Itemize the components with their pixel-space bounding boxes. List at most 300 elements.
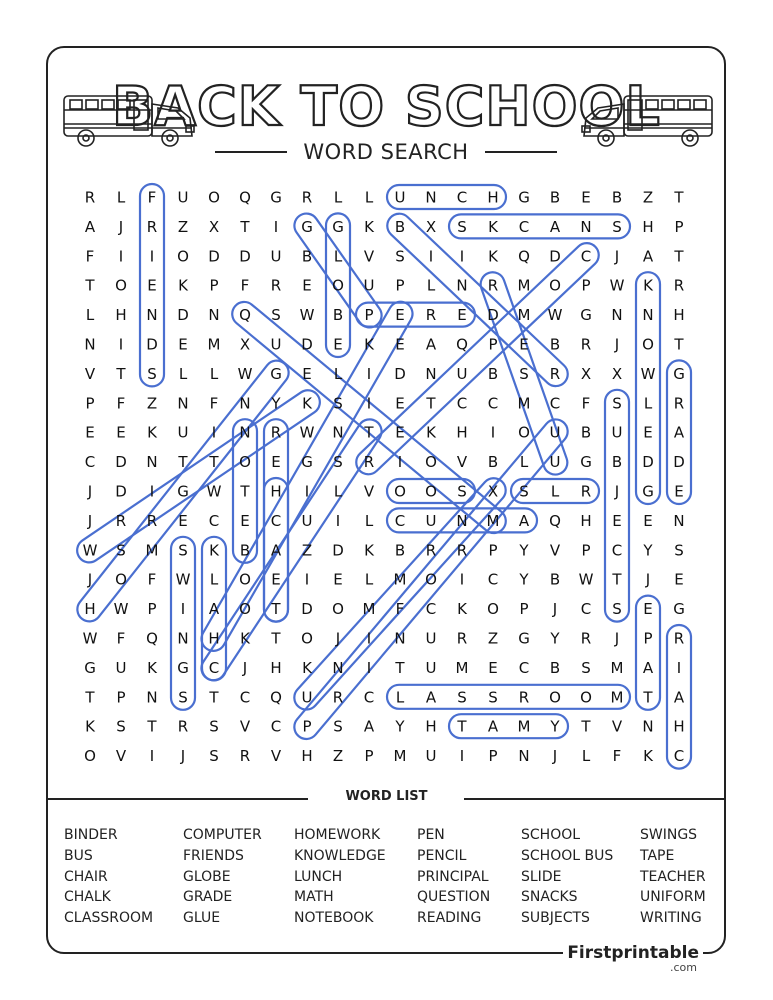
grid-letter[interactable]: E	[178, 511, 188, 530]
grid-letter[interactable]: D	[208, 247, 220, 266]
grid-letter[interactable]: U	[394, 188, 406, 207]
grid-letter[interactable]: E	[643, 423, 653, 442]
grid-letter[interactable]: L	[85, 306, 95, 325]
grid-letter[interactable]: K	[364, 541, 374, 560]
grid-letter[interactable]: R	[425, 306, 437, 325]
grid-letter[interactable]: K	[85, 717, 95, 736]
grid-letter[interactable]: W	[82, 629, 98, 648]
grid-letter[interactable]: C	[611, 541, 623, 560]
grid-letter[interactable]: I	[366, 629, 372, 648]
grid-letter[interactable]: G	[177, 658, 189, 677]
grid-letter[interactable]: Z	[642, 188, 654, 207]
grid-letter[interactable]: I	[366, 364, 372, 383]
grid-letter[interactable]: C	[580, 600, 592, 619]
grid-letter[interactable]: U	[270, 335, 282, 354]
grid-letter[interactable]: T	[147, 717, 157, 736]
grid-letter[interactable]: P	[643, 629, 653, 648]
grid-letter[interactable]: A	[487, 717, 499, 736]
grid-letter[interactable]: B	[394, 217, 406, 236]
grid-letter[interactable]: Y	[643, 541, 653, 560]
grid-letter[interactable]: V	[363, 247, 375, 266]
grid-letter[interactable]: A	[518, 511, 530, 530]
grid-letter[interactable]: M	[610, 658, 624, 677]
grid-letter[interactable]: T	[364, 423, 374, 442]
grid-letter[interactable]: K	[643, 747, 653, 766]
grid-letter[interactable]: I	[428, 247, 434, 266]
grid-letter[interactable]: E	[395, 306, 405, 325]
grid-letter[interactable]: G	[270, 188, 282, 207]
grid-letter[interactable]: P	[488, 335, 498, 354]
grid-letter[interactable]: P	[581, 276, 591, 295]
grid-letter[interactable]: F	[581, 394, 591, 413]
grid-letter[interactable]: I	[459, 747, 465, 766]
grid-letter[interactable]: A	[208, 600, 220, 619]
grid-letter[interactable]: K	[364, 335, 374, 354]
grid-letter[interactable]: A	[673, 688, 685, 707]
grid-letter[interactable]: B	[549, 570, 561, 589]
grid-letter[interactable]: B	[549, 658, 561, 677]
grid-letter[interactable]: O	[642, 335, 654, 354]
grid-letter[interactable]: E	[271, 453, 281, 472]
grid-letter[interactable]: W	[578, 570, 594, 589]
grid-letter[interactable]: R	[301, 188, 313, 207]
grid-letter[interactable]: E	[302, 364, 312, 383]
grid-letter[interactable]: R	[146, 217, 158, 236]
grid-letter[interactable]: V	[456, 453, 468, 472]
grid-letter[interactable]: L	[209, 364, 219, 383]
grid-letter[interactable]: P	[147, 600, 157, 619]
grid-letter[interactable]: P	[364, 747, 374, 766]
grid-letter[interactable]: R	[270, 423, 282, 442]
grid-letter[interactable]: R	[425, 541, 437, 560]
grid-letter[interactable]: C	[208, 511, 220, 530]
grid-letter[interactable]: K	[643, 276, 653, 295]
grid-letter[interactable]: C	[208, 658, 220, 677]
grid-letter[interactable]: C	[363, 688, 375, 707]
grid-letter[interactable]: W	[299, 423, 315, 442]
grid-letter[interactable]: C	[239, 688, 251, 707]
grid-letter[interactable]: O	[239, 453, 251, 472]
grid-letter[interactable]: J	[180, 747, 186, 766]
grid-letter[interactable]: B	[394, 541, 406, 560]
grid-letter[interactable]: G	[301, 217, 313, 236]
grid-letter[interactable]: U	[425, 747, 437, 766]
grid-letter[interactable]: G	[84, 658, 96, 677]
grid-letter[interactable]: A	[642, 247, 654, 266]
grid-letter[interactable]: Y	[519, 570, 529, 589]
grid-letter[interactable]: R	[332, 688, 344, 707]
grid-letter[interactable]: U	[611, 423, 623, 442]
grid-letter[interactable]: W	[206, 482, 222, 501]
grid-letter[interactable]: W	[640, 364, 656, 383]
grid-letter[interactable]: S	[519, 482, 529, 501]
grid-letter[interactable]: D	[301, 600, 313, 619]
grid-letter[interactable]: L	[333, 188, 343, 207]
grid-letter[interactable]: T	[209, 688, 219, 707]
grid-letter[interactable]: U	[177, 423, 189, 442]
grid-letter[interactable]: K	[147, 423, 157, 442]
grid-letter[interactable]: D	[239, 247, 251, 266]
grid-letter[interactable]: A	[425, 335, 437, 354]
grid-letter[interactable]: N	[642, 306, 654, 325]
grid-letter[interactable]: G	[642, 482, 654, 501]
grid-letter[interactable]: U	[425, 511, 437, 530]
grid-letter[interactable]: P	[488, 541, 498, 560]
grid-letter[interactable]: N	[673, 511, 685, 530]
grid-letter[interactable]: T	[674, 335, 684, 354]
grid-letter[interactable]: G	[177, 482, 189, 501]
grid-letter[interactable]: I	[211, 423, 217, 442]
grid-letter[interactable]: B	[239, 541, 251, 560]
grid-letter[interactable]: E	[116, 423, 126, 442]
grid-letter[interactable]: I	[118, 247, 124, 266]
grid-letter[interactable]: I	[149, 247, 155, 266]
grid-letter[interactable]: S	[116, 717, 126, 736]
grid-letter[interactable]: R	[239, 747, 251, 766]
grid-letter[interactable]: F	[612, 747, 622, 766]
grid-letter[interactable]: J	[614, 629, 620, 648]
grid-letter[interactable]: I	[676, 658, 682, 677]
grid-letter[interactable]: K	[488, 247, 498, 266]
grid-letter[interactable]: U	[363, 276, 375, 295]
grid-letter[interactable]: P	[302, 717, 312, 736]
grid-letter[interactable]: M	[517, 306, 531, 325]
grid-letter[interactable]: U	[549, 423, 561, 442]
grid-letter[interactable]: S	[333, 394, 343, 413]
grid-letter[interactable]: R	[115, 511, 127, 530]
grid-letter[interactable]: T	[271, 600, 281, 619]
grid-letter[interactable]: T	[395, 658, 405, 677]
grid-letter[interactable]: Y	[519, 541, 529, 560]
grid-letter[interactable]: I	[459, 570, 465, 589]
grid-letter[interactable]: D	[146, 335, 158, 354]
grid-letter[interactable]: R	[580, 482, 592, 501]
grid-letter[interactable]: K	[457, 600, 467, 619]
grid-letter[interactable]: N	[332, 658, 344, 677]
grid-letter[interactable]: E	[643, 511, 653, 530]
grid-letter[interactable]: B	[549, 335, 561, 354]
grid-letter[interactable]: P	[116, 688, 126, 707]
grid-letter[interactable]: W	[237, 364, 253, 383]
grid-letter[interactable]: L	[333, 482, 343, 501]
grid-letter[interactable]: M	[610, 688, 624, 707]
grid-letter[interactable]: E	[178, 335, 188, 354]
grid-letter[interactable]: O	[115, 276, 127, 295]
grid-letter[interactable]: J	[552, 600, 558, 619]
grid-letter[interactable]: I	[118, 335, 124, 354]
grid-letter[interactable]: S	[457, 217, 467, 236]
grid-letter[interactable]: Q	[146, 629, 158, 648]
grid-letter[interactable]: L	[178, 364, 188, 383]
grid-letter[interactable]: N	[146, 306, 158, 325]
grid-letter[interactable]: L	[209, 570, 219, 589]
grid-letter[interactable]: X	[425, 217, 437, 236]
grid-letter[interactable]: Y	[550, 629, 560, 648]
grid-letter[interactable]: R	[84, 188, 96, 207]
grid-letter[interactable]: J	[614, 247, 620, 266]
grid-letter[interactable]: A	[673, 423, 685, 442]
grid-letter[interactable]: Q	[549, 511, 561, 530]
grid-letter[interactable]: K	[240, 629, 250, 648]
grid-letter[interactable]: Q	[456, 335, 468, 354]
grid-letter[interactable]: U	[301, 511, 313, 530]
grid-letter[interactable]: H	[270, 482, 282, 501]
grid-letter[interactable]: D	[487, 306, 499, 325]
grid-letter[interactable]: V	[270, 747, 282, 766]
grid-letter[interactable]: H	[673, 306, 685, 325]
grid-letter[interactable]: X	[487, 482, 499, 501]
grid-letter[interactable]: N	[84, 335, 96, 354]
grid-letter[interactable]: C	[270, 511, 282, 530]
grid-letter[interactable]: S	[147, 364, 157, 383]
grid-letter[interactable]: N	[332, 423, 344, 442]
grid-letter[interactable]: C	[673, 747, 685, 766]
grid-letter[interactable]: V	[549, 541, 561, 560]
grid-letter[interactable]: I	[304, 570, 310, 589]
grid-letter[interactable]: L	[116, 188, 126, 207]
grid-letter[interactable]: E	[85, 423, 95, 442]
grid-letter[interactable]: J	[87, 511, 93, 530]
grid-letter[interactable]: K	[209, 541, 219, 560]
grid-letter[interactable]: N	[425, 188, 437, 207]
grid-letter[interactable]: O	[208, 188, 220, 207]
grid-letter[interactable]: I	[366, 394, 372, 413]
grid-letter[interactable]: D	[549, 247, 561, 266]
grid-letter[interactable]: S	[178, 688, 188, 707]
grid-letter[interactable]: C	[487, 570, 499, 589]
grid-letter[interactable]: L	[364, 511, 374, 530]
grid-letter[interactable]: M	[207, 335, 221, 354]
grid-letter[interactable]: U	[549, 453, 561, 472]
grid-letter[interactable]: Y	[271, 394, 281, 413]
grid-letter[interactable]: E	[302, 276, 312, 295]
grid-letter[interactable]: Z	[301, 541, 313, 560]
grid-letter[interactable]: G	[518, 629, 530, 648]
grid-letter[interactable]: N	[518, 747, 530, 766]
grid-letter[interactable]: F	[240, 276, 250, 295]
grid-letter[interactable]: L	[581, 747, 591, 766]
grid-letter[interactable]: F	[147, 570, 157, 589]
grid-letter[interactable]: J	[645, 570, 651, 589]
grid-letter[interactable]: H	[84, 600, 96, 619]
grid-letter[interactable]: E	[395, 394, 405, 413]
grid-letter[interactable]: I	[149, 482, 155, 501]
grid-letter[interactable]: H	[301, 747, 313, 766]
grid-letter[interactable]: Y	[550, 717, 560, 736]
grid-letter[interactable]: M	[455, 658, 469, 677]
grid-letter[interactable]: O	[84, 747, 96, 766]
grid-letter[interactable]: O	[549, 276, 561, 295]
grid-letter[interactable]: R	[487, 276, 499, 295]
grid-letter[interactable]: U	[177, 188, 189, 207]
grid-letter[interactable]: O	[239, 570, 251, 589]
grid-letter[interactable]: H	[270, 658, 282, 677]
grid-letter[interactable]: I	[180, 600, 186, 619]
grid-letter[interactable]: K	[488, 217, 498, 236]
grid-letter[interactable]: I	[366, 658, 372, 677]
grid-letter[interactable]: N	[177, 394, 189, 413]
grid-letter[interactable]: Q	[518, 247, 530, 266]
grid-letter[interactable]: S	[116, 541, 126, 560]
grid-letter[interactable]: A	[363, 717, 375, 736]
grid-letter[interactable]: R	[518, 688, 530, 707]
grid-letter[interactable]: J	[87, 482, 93, 501]
grid-letter[interactable]: P	[488, 747, 498, 766]
grid-letter[interactable]: W	[547, 306, 563, 325]
grid-letter[interactable]: R	[456, 541, 468, 560]
grid-letter[interactable]: F	[209, 394, 219, 413]
grid-letter[interactable]: B	[332, 306, 344, 325]
grid-letter[interactable]: B	[611, 188, 623, 207]
grid-letter[interactable]: E	[674, 570, 684, 589]
grid-letter[interactable]: R	[673, 629, 685, 648]
grid-letter[interactable]: S	[395, 247, 405, 266]
grid-letter[interactable]: L	[364, 570, 374, 589]
grid-letter[interactable]: E	[519, 335, 529, 354]
grid-letter[interactable]: J	[87, 570, 93, 589]
grid-letter[interactable]: C	[518, 658, 530, 677]
grid-letter[interactable]: J	[242, 658, 248, 677]
grid-letter[interactable]: L	[426, 276, 436, 295]
grid-letter[interactable]: B	[549, 188, 561, 207]
grid-letter[interactable]: N	[611, 306, 623, 325]
grid-letter[interactable]: M	[486, 511, 500, 530]
grid-letter[interactable]: K	[364, 217, 374, 236]
grid-letter[interactable]: H	[642, 217, 654, 236]
grid-letter[interactable]: X	[239, 335, 251, 354]
grid-letter[interactable]: A	[425, 688, 437, 707]
grid-letter[interactable]: M	[393, 747, 407, 766]
grid-letter[interactable]: E	[147, 276, 157, 295]
grid-letter[interactable]: P	[519, 600, 529, 619]
grid-letter[interactable]: N	[642, 717, 654, 736]
grid-letter[interactable]: N	[146, 453, 158, 472]
grid-letter[interactable]: W	[609, 276, 625, 295]
grid-letter[interactable]: C	[84, 453, 96, 472]
grid-letter[interactable]: D	[177, 306, 189, 325]
grid-letter[interactable]: N	[456, 511, 468, 530]
grid-letter[interactable]: S	[209, 747, 219, 766]
grid-letter[interactable]: L	[333, 364, 343, 383]
grid-letter[interactable]: M	[145, 541, 159, 560]
grid-letter[interactable]: W	[299, 306, 315, 325]
grid-letter[interactable]: E	[643, 600, 653, 619]
grid-letter[interactable]: E	[612, 511, 622, 530]
grid-letter[interactable]: A	[549, 217, 561, 236]
grid-letter[interactable]: H	[487, 188, 499, 207]
grid-letter[interactable]: O	[425, 453, 437, 472]
grid-letter[interactable]: O	[518, 423, 530, 442]
grid-letter[interactable]: O	[580, 688, 592, 707]
grid-letter[interactable]: R	[146, 511, 158, 530]
grid-letter[interactable]: I	[149, 747, 155, 766]
grid-letter[interactable]: R	[456, 629, 468, 648]
grid-letter[interactable]: A	[642, 658, 654, 677]
grid-letter[interactable]: S	[209, 717, 219, 736]
grid-letter[interactable]: D	[115, 453, 127, 472]
grid-letter[interactable]: N	[456, 276, 468, 295]
grid-letter[interactable]: K	[147, 658, 157, 677]
grid-letter[interactable]: G	[580, 306, 592, 325]
grid-letter[interactable]: I	[490, 423, 496, 442]
grid-letter[interactable]: H	[580, 511, 592, 530]
grid-letter[interactable]: V	[115, 747, 127, 766]
grid-letter[interactable]: N	[239, 423, 251, 442]
grid-letter[interactable]: L	[333, 247, 343, 266]
grid-letter[interactable]: X	[208, 217, 220, 236]
grid-letter[interactable]: Q	[270, 688, 282, 707]
grid-letter[interactable]: F	[395, 600, 405, 619]
grid-letter[interactable]: C	[518, 217, 530, 236]
grid-letter[interactable]: W	[82, 541, 98, 560]
grid-letter[interactable]: O	[425, 570, 437, 589]
grid-letter[interactable]: T	[209, 453, 219, 472]
grid-letter[interactable]: T	[674, 188, 684, 207]
grid-letter[interactable]: U	[425, 629, 437, 648]
grid-letter[interactable]: E	[333, 335, 343, 354]
grid-letter[interactable]: S	[488, 688, 498, 707]
grid-letter[interactable]: C	[456, 394, 468, 413]
grid-letter[interactable]: W	[175, 570, 191, 589]
grid-letter[interactable]: T	[457, 717, 467, 736]
grid-letter[interactable]: I	[459, 247, 465, 266]
grid-letter[interactable]: K	[302, 394, 312, 413]
grid-letter[interactable]: H	[673, 717, 685, 736]
grid-letter[interactable]: H	[208, 629, 220, 648]
grid-letter[interactable]: T	[612, 570, 622, 589]
grid-letter[interactable]: E	[488, 658, 498, 677]
grid-letter[interactable]: X	[580, 364, 592, 383]
grid-letter[interactable]: H	[425, 717, 437, 736]
grid-letter[interactable]: R	[270, 276, 282, 295]
grid-letter[interactable]: F	[116, 394, 126, 413]
grid-letter[interactable]: F	[85, 247, 95, 266]
grid-letter[interactable]: J	[614, 482, 620, 501]
grid-letter[interactable]: G	[332, 217, 344, 236]
grid-letter[interactable]: M	[517, 276, 531, 295]
grid-letter[interactable]: O	[332, 600, 344, 619]
grid-letter[interactable]: K	[302, 658, 312, 677]
grid-letter[interactable]: N	[239, 394, 251, 413]
grid-letter[interactable]: T	[85, 688, 95, 707]
grid-letter[interactable]: O	[301, 629, 313, 648]
grid-letter[interactable]: K	[178, 276, 188, 295]
grid-letter[interactable]: L	[364, 188, 374, 207]
grid-letter[interactable]: E	[674, 482, 684, 501]
grid-letter[interactable]: T	[240, 482, 250, 501]
grid-letter[interactable]: C	[456, 188, 468, 207]
grid-letter[interactable]: H	[115, 306, 127, 325]
grid-letter[interactable]: E	[395, 335, 405, 354]
grid-letter[interactable]: D	[394, 364, 406, 383]
grid-letter[interactable]: E	[240, 511, 250, 530]
grid-letter[interactable]: G	[673, 600, 685, 619]
grid-letter[interactable]: C	[487, 394, 499, 413]
grid-letter[interactable]: S	[674, 541, 684, 560]
grid-letter[interactable]: K	[426, 423, 436, 442]
grid-letter[interactable]: I	[397, 453, 403, 472]
grid-letter[interactable]: Z	[487, 629, 499, 648]
grid-letter[interactable]: X	[611, 364, 623, 383]
grid-letter[interactable]: L	[519, 453, 529, 472]
grid-letter[interactable]: E	[395, 423, 405, 442]
grid-letter[interactable]: A	[270, 541, 282, 560]
grid-letter[interactable]: D	[332, 541, 344, 560]
grid-letter[interactable]: V	[363, 482, 375, 501]
grid-letter[interactable]: N	[425, 364, 437, 383]
grid-letter[interactable]: B	[487, 364, 499, 383]
grid-letter[interactable]: O	[239, 600, 251, 619]
